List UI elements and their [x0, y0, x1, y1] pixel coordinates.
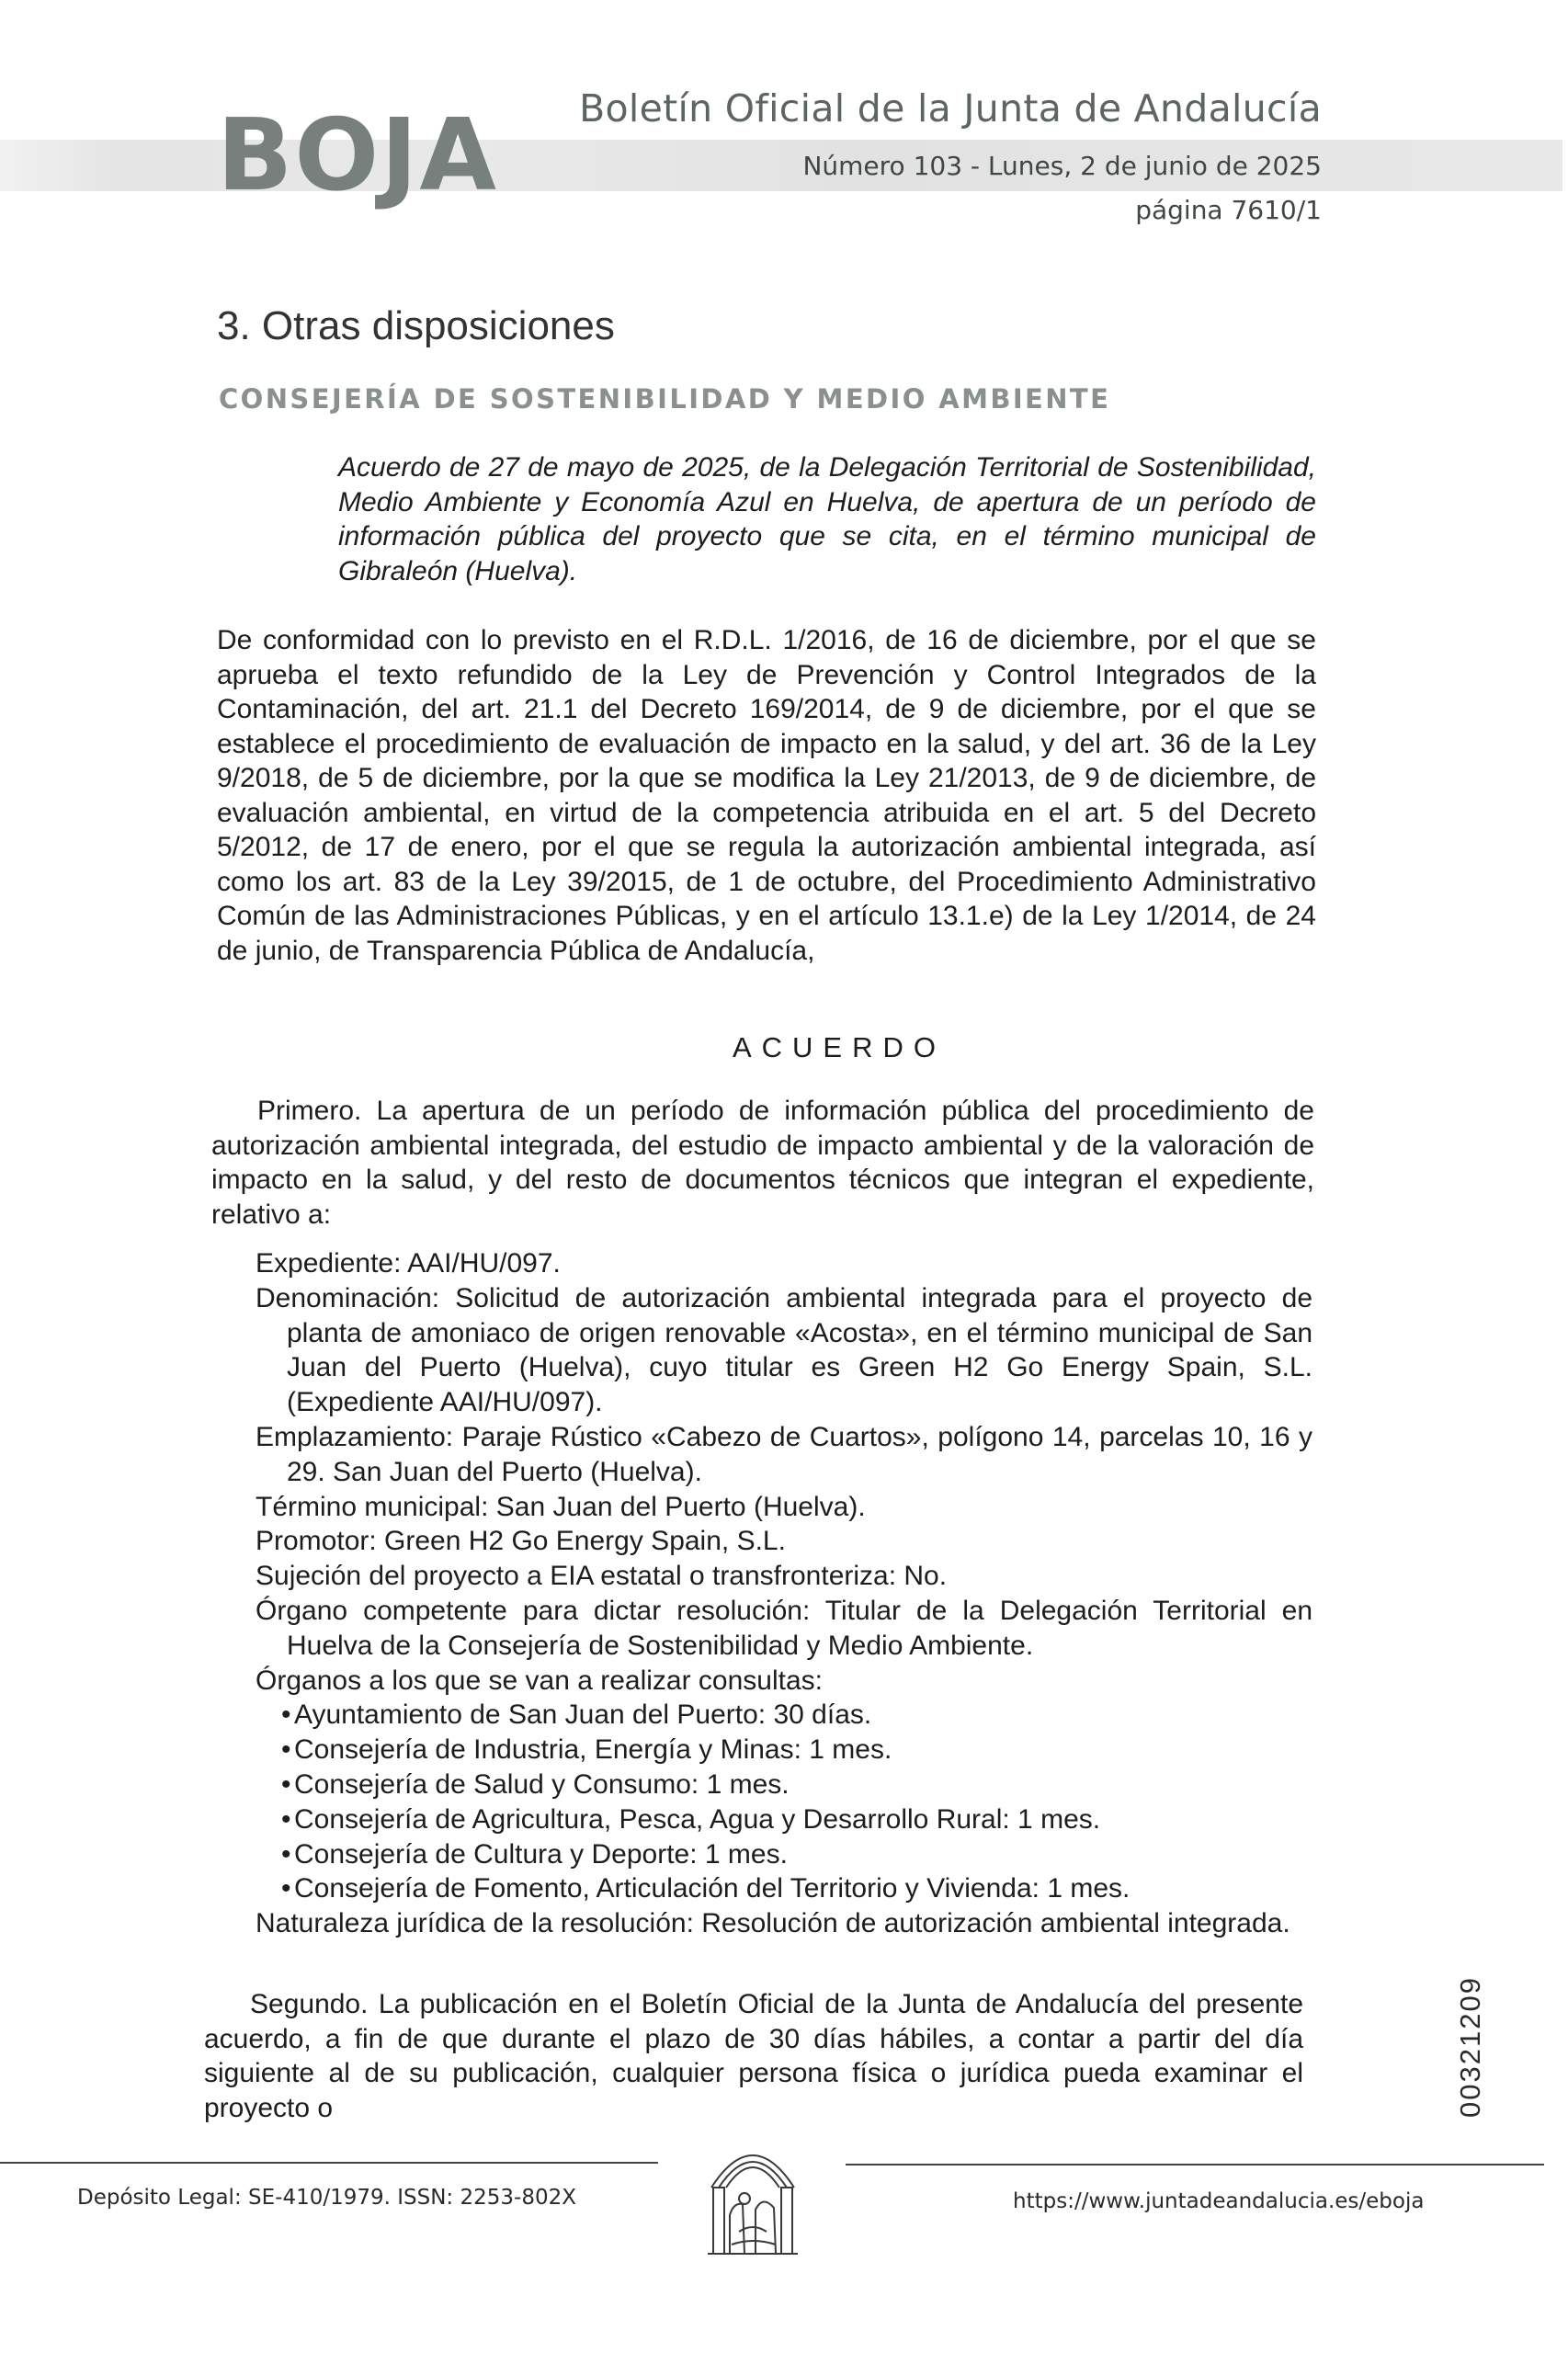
list-item: • Consejería de Industria, Energía y Minas: 1 mes. [256, 1733, 1312, 1768]
detail-denominacion: Denominación: Solicitud de autorización ambiental integrada para el proyecto de planta de amoniaco de origen renovable «Acosta», en el término municipal de San Juan del Puerto (Huelva), cuyo titular es Green H2 Go Energy Spain, S.L. (Expediente AAI/HU/097). [256, 1282, 1312, 1418]
detail-termino: Término municipal: San Juan del Puerto (Huelva). [256, 1491, 866, 1522]
footer-divider-right [846, 2164, 1544, 2165]
detail-promotor: Promotor: Green H2 Go Energy Spain, S.L. [256, 1526, 786, 1557]
andalucia-emblem-icon [702, 2131, 803, 2259]
expediente-details [256, 1246, 1312, 1941]
boja-logo: BOJA [217, 98, 498, 213]
page-number: página 7610/1 [1135, 195, 1322, 225]
registration-number [1443, 1978, 1498, 2116]
detail-organo: Órgano competente para dictar resolución: Titular de la Delegación Territorial en Huelva de la Consejería de Sostenibilidad y Medio Ambiente. [256, 1595, 1312, 1661]
section-title: 3. Otras disposiciones [217, 303, 615, 348]
registration-number-text: 00321209 [1454, 1976, 1486, 2118]
list-item: • Consejería de Cultura y Deporte: 1 mes. [256, 1837, 1312, 1872]
preamble-paragraph: De conformidad con lo previsto en el R.D.L. 1/2016, de 16 de diciembre, por el que se aprueba el texto refundido de la Ley de Prevención y Control Integrados de la Contaminación, del art. 21.1 del Decreto 169/2014, de 9 de diciembre, por el que se establece el procedimiento de evaluación de impacto en la salud, y del art. 36 de la Ley 9/2018, de 5 de diciembre, por la que se modifica la Ley 21/2013, de 9 de diciembre, de evaluación ambiental, en virtud de la competencia atribuida en el art. 5 del Decreto 5/2012, de 17 de enero, por el que se regula la autorización ambiental integrada, así como los art. 83 de la Ley 39/2015, de 1 de octubre, del Procedimiento Administrativo Común de las Administraciones Públicas, y en el artículo 13.1.e) de la Ley 1/2014, de 24 de junio, de Transparencia Pública de Andalucía, [217, 625, 1316, 966]
detail-sujecion: Sujeción del proyecto a EIA estatal o transfronteriza: No. [256, 1561, 948, 1592]
detail-naturaleza: Naturaleza jurídica de la resolución: Resolución de autorización ambiental integrada. [256, 1908, 1290, 1939]
list-item: • Ayuntamiento de San Juan del Puerto: 30 días. [256, 1698, 1312, 1733]
footer-divider-left [0, 2162, 658, 2164]
segundo-paragraph: Segundo. La publicación en el Boletín Oficial de la Junta de Andalucía del presente acuerdo, a fin de que durante el plazo de 30 días hábiles, a contar a partir del día siguiente al de su publicación, cualquier persona física o jurídica pueda examinar el proyecto o [204, 1989, 1303, 2123]
issue-number: Número 103 - Lunes, 2 de junio de 2025 [802, 151, 1322, 181]
detail-expediente: Expediente: AAI/HU/097. [256, 1248, 561, 1279]
acuerdo-heading: ACUERDO [732, 1031, 946, 1063]
list-item: • Consejería de Salud y Consumo: 1 mes. [256, 1768, 1312, 1802]
detail-organos-consultas: Órganos a los que se van a realizar consultas: [256, 1665, 824, 1696]
summary-paragraph: Acuerdo de 27 de mayo de 2025, de la Delegación Territorial de Sostenibilidad, Medio Ambiente y Economía Azul en Huelva, de apertura de un período de información pública del proyecto que se cita, en el término municipal de Gibraleón (Huelva). [338, 452, 1316, 586]
list-item: • Consejería de Agricultura, Pesca, Agua y Desarrollo Rural: 1 mes. [256, 1802, 1312, 1837]
consultas-list [256, 1698, 1312, 1906]
eboja-link[interactable]: https://www.juntadeandalucia.es/eboja [1013, 2189, 1425, 2213]
list-item: • Consejería de Fomento, Articulación del Territorio y Vivienda: 1 mes. [256, 1871, 1312, 1906]
detail-emplazamiento: Emplazamiento: Paraje Rústico «Cabezo de Cuartos», polígono 14, parcelas 10, 16 y 29. San Juan del Puerto (Huelva). [256, 1421, 1312, 1487]
bulletin-title: Boletín Oficial de la Junta de Andalucía [579, 86, 1322, 131]
primero-paragraph: Primero. La apertura de un período de información pública del procedimiento de autorización ambiental integrada, del estudio de impacto ambiental y de la valoración de impacto en la salud, y del resto de documentos técnicos que integran el expediente, relativo a: [211, 1096, 1314, 1230]
legal-deposit: Depósito Legal: SE-410/1979. ISSN: 2253-802X [77, 2186, 576, 2210]
consejeria-heading: CONSEJERÍA DE SOSTENIBILIDAD Y MEDIO AMBIENTE [219, 383, 1111, 415]
